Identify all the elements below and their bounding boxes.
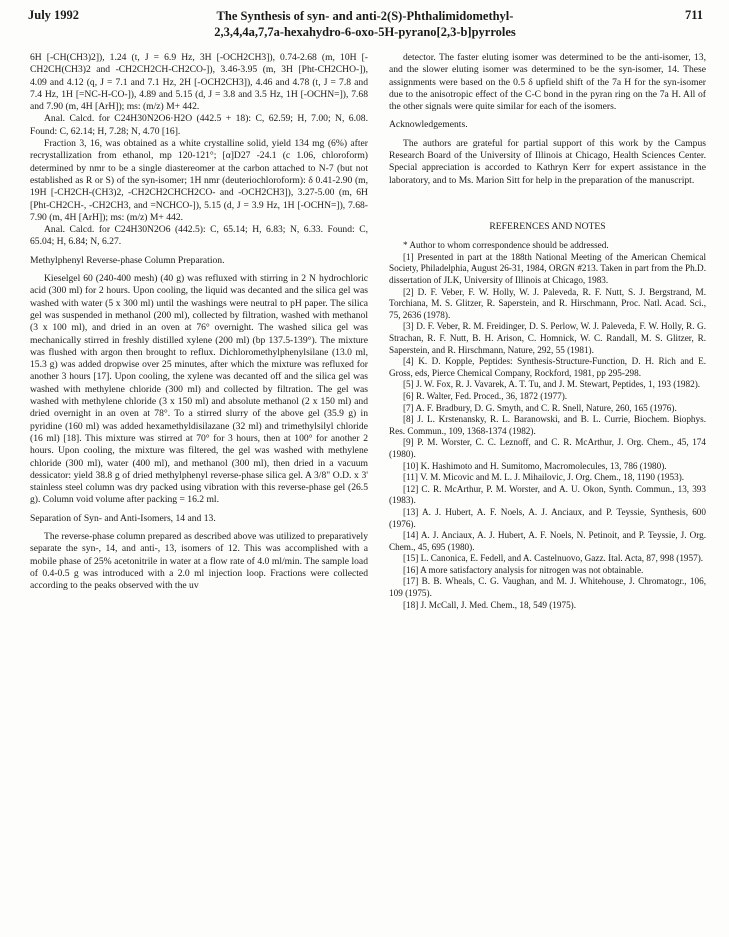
reference-item: [17] B. B. Wheals, C. G. Vaughan, and M. J. Whitehouse, J. Chromatogr., 106, 109 (1975).: [389, 576, 706, 599]
reference-item: [14] A. J. Anciaux, A. J. Hubert, A. F. Noels, N. Petinoit, and P. Teyssie, J. Org. Chem., 45, 695 (1980).: [389, 530, 706, 552]
reference-item: [12] C. R. McArthur, P. M. Worster, and A. U. Okon, Synth. Commun., 13, 393 (1983).: [389, 483, 706, 506]
running-header-title-line-1: The Synthesis of syn- and anti-2(S)-Phthalimidomethyl-: [216, 9, 514, 23]
reference-item: [6] R. Walter, Fed. Proced., 36, 1872 (1977).: [403, 390, 568, 401]
reference-item: [7] A. F. Bradbury, D. G. Smyth, and C. R. Snell, Nature, 260, 165 (1976).: [403, 402, 677, 413]
section-heading: Methylphenyl Reverse-phase Column Preparation.: [30, 254, 225, 266]
section-heading: Separation of Syn- and Anti-Isomers, 14 and 13.: [30, 512, 216, 524]
acknowledgements-heading: Acknowledgements.: [389, 119, 468, 131]
body-paragraph: Anal. Calcd. for C24H30N2O6 (442.5): C, 65.14; H, 6.83; N, 6.33. Found: C, 65.04; H, 6.84; N, 6.27.: [30, 224, 368, 248]
body-paragraph: Fraction 3, 16, was obtained as a white crystalline solid, yield 134 mg (6%) after recrystallization from ethanol, mp 120-121°; [α]D27 -24.1 (c 1.06, chloroform) determined by nmr to be a single diastereomer at the carbon attached to N-7 (but not established as R or S) of the syn-isomer; 1H nmr (deuteriochloroform): δ 0.41-2.90 (m, 19H [-CH2CH-(CH3)2, -CH2CH2CHCH2CO- and -OCH2CH3]), 3.27-5.00 (m, 6H [Pht-CH2CH-, -CH2CH3, and =NCHCO-]), 5.15 (d, J = 3.9 Hz, 1H [-OCHN=]), 7.68-7.90 (m, 4H [ArH]); ms: (m/z) M+ 442.: [30, 138, 368, 223]
reference-item: [11] V. M. Micovic and M. L. J. Mihailovic, J. Org. Chem., 18, 1190 (1953).: [403, 472, 685, 483]
reference-item: [8] J. L. Krstenansky, R. L. Baranowski, and B. L. Currie, Biochem. Biophys. Res. Commun., 109, 1368-1374 (1982).: [389, 414, 706, 436]
reference-item: [10] K. Hashimoto and H. Sumitomo, Macromolecules, 13, 786 (1980).: [403, 460, 667, 471]
continued-paragraph: detector. The faster eluting isomer was determined to be the anti-isomer, 13, and the slower eluting isomer was determined to be the syn-isomer, 14. These assignments were based on the 0.5 δ upfield shift of the 7a H for the syn-isomer due to the anisotropic effect of the C-C bond in the pyran ring on the 7a H. All of the other signals were quite similar for each of the isomers.: [389, 52, 706, 113]
acknowledgements-text: The authors are grateful for partial support of this work by the Campus Research Board of the University of Illinois at Chicago, Health Sciences Center. Special appreciation is accorded to Kathryn Kerr for expert assistance in the laboratory, and to Ms. Marion Sitt for help in the preparation of the manuscript.: [389, 137, 706, 186]
reference-item: [16] A more satisfactory analysis for nitrogen was not obtainable.: [403, 564, 644, 575]
reference-item: * Author to whom correspondence should be addressed.: [403, 240, 609, 251]
reference-item: [1] Presented in part at the 188th National Meeting of the American Chemical Society, Philadelphia, August 26-31, 1984, ORGN #213. Taken in part from the Ph.D. dissertation of JLK, University of Illinois at Chicago, 1983.: [389, 251, 706, 286]
reference-item: [4] K. D. Kopple, Peptides: Synthesis-Structure-Function, D. H. Rich and E. Gross, eds, Pierce Chemical Company, Rockford, 1981, pp 295-298.: [389, 356, 706, 378]
reference-item: [3] D. F. Veber, R. M. Freidinger, D. S. Perlow, W. J. Paleveda, F. W. Holly, R. G. Strachan, R. F. Nutt, B. H. Arison, C. Homnick, W. C. Randall, M. S. Glitzer, R. Saperstein, and R. Hirschmann, Nature, 292, 55 (1981).: [389, 321, 706, 355]
reference-list: [389, 240, 706, 611]
page-number: 711: [684, 8, 703, 22]
reference-item: [5] J. W. Fox, R. J. Vavarek, A. T. Tu, and J. M. Stewart, Peptides, 1, 193 (1982).: [403, 379, 701, 390]
reference-item: [15] L. Canonica, E. Fedell, and A. Castelnuovo, Gazz. Ital. Acta, 87, 998 (1957).: [403, 553, 704, 564]
running-header-date: July 1992: [28, 8, 80, 22]
left-column: [30, 52, 368, 592]
reference-item: [2] D. F. Veber, F. W. Holly, W. J. Paleveda, R. F. Nutt, S. J. Bergstrand, M. Torchiana, M. S. Glitzer, R. Saperstein, and R. Hirschmann, Proc. Natl. Acad. Sci., 75, 2636 (1978).: [389, 286, 706, 320]
running-header-title: [150, 8, 580, 40]
running-header-title-line-2: 2,3,4,4a,7,7a-hexahydro-6-oxo-5H-pyrano[2,3-b]pyrroles: [214, 25, 516, 39]
reference-item: [13] A. J. Hubert, A. F. Noels, A. J. Anciaux, and P. Teyssie, Synthesis, 600 (1976).: [389, 506, 706, 529]
body-paragraph: Anal. Calcd. for C24H30N2O6·H2O (442.5 + 18): C, 62.59; H, 7.00; N, 6.08. Found: C, 62.14; H, 7.28; N, 4.70 [16].: [30, 113, 368, 137]
body-paragraph: 6H [-CH(CH3)2]), 1.24 (t, J = 6.9 Hz, 3H [-OCH2CH3]), 0.74-2.68 (m, 10H [-CH2CH(CH3)2 and -CH2CH2CH-CH2CO-]), 3.46-3.95 (m, 3H [Pht-CH2CHO-]), 4.09 and 4.12 (q, J = 7.1 and 7.1 Hz, 2H [-OCH2CH3]), 4.46 and 4.78 (t, J = 7.8 and 7.4 Hz, 1H [=NC-H-CO-]), 4.89 and 5.15 (d, J = 3.8 and 3.5 Hz, 1H [-OCHN=]), 7.68 and 7.90 (m, 4H [ArH]); ms: (m/z) M+ 442.: [30, 52, 368, 113]
body-paragraph: Kieselgel 60 (240-400 mesh) (40 g) was refluxed with stirring in 2 N hydrochloric acid (300 ml) for 2 hours. Upon cooling, the liquid was decanted and the silica gel was washed with water (5 x 300 ml) until the washings were neutral to pH paper. The silica gel was suspended in methanol (200 ml), collected by filtration, washed with methanol (3 x 100 ml), and dried in an oven at 76° overnight. The washed silica gel was mechanically stirred in freshly distilled xylene (200 ml) (bp 137.5-139°). The mixture was flushed with argon then brought to reflux. Dichloromethylphenylsilane (13.0 ml, 15.3 g) was added dropwise over 25 minutes, after which the mixture was refluxed for another 3 hours [17]. Upon cooling, the xylene was decanted off and the silica gel was washed with methylene chloride (300 ml) and collected by filtration. The gel was washed with methylene chloride (3 x 150 ml) and absolute methanol (2 x 150 ml) and dried overnight in an oven at 78°. To a stirred slurry of the above gel (35.9 g) in pyridine (160 ml) was added hexamethyldisilazane (32 ml) and trimethylsilyl chloride (16 ml) [18]. This mixture was stirred at 70° for 3 hours, then at 100° for another 2 hours. Upon cooling, the mixture was filtered, the gel was washed with methylene chloride (300 ml), water (400 ml), and methanol (300 ml), then dried in a vacuum dessicator: yield 38.8 g of dried methylphenyl reverse-phase silica gel. A 3/8" O.D. x 3' stainless steel column was dry packed using vibration with this reverse-phase gel (26.5 g). Column void volume after packing = 16.2 ml.: [30, 273, 368, 506]
reference-item: [9] P. M. Worster, C. C. Leznoff, and C. R. McArthur, J. Org. Chem., 45, 174 (1980).: [389, 437, 706, 459]
reference-item: [18] J. McCall, J. Med. Chem., 18, 549 (1975).: [403, 599, 577, 610]
body-paragraph: The reverse-phase column prepared as described above was utilized to preparatively separate the syn-, 14, and anti-, 13, isomers of 12. This was accomplished with a mobile phase of 25% acetonitrile in water at a flow rate of 4.0 ml/min. The sample load of 0.4-0.5 g was introduced with a 2.0 ml injection loop. Fractions were collected according to the peaks observed with the uv: [30, 530, 368, 592]
right-column: [389, 52, 706, 611]
references-heading: REFERENCES AND NOTES: [489, 220, 606, 232]
